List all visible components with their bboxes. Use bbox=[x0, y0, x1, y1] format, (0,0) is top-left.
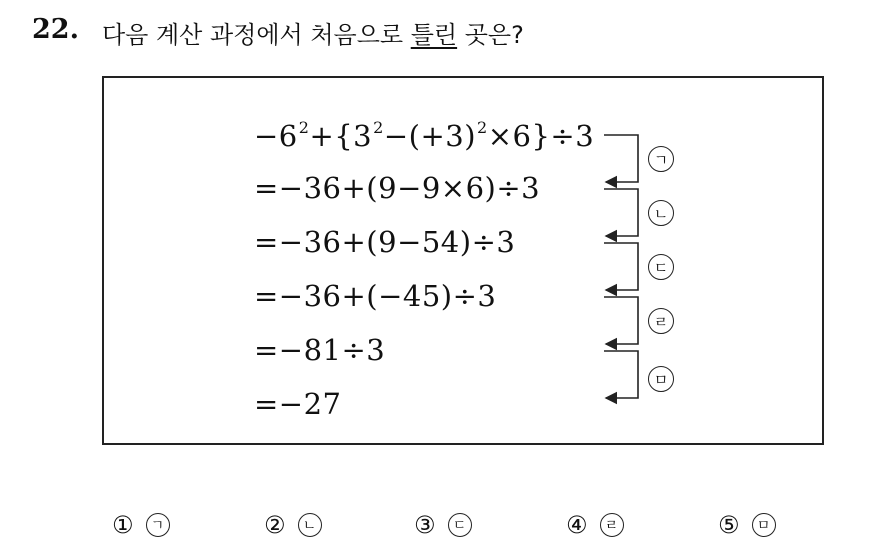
expr-part: +{3 bbox=[309, 119, 373, 153]
choice-3[interactable] bbox=[414, 511, 472, 539]
expr-part: ×6}÷3 bbox=[487, 119, 595, 153]
arrow-step-4 bbox=[604, 297, 638, 344]
choice-label: ㄹ bbox=[600, 513, 624, 537]
arrow-step-5 bbox=[604, 351, 638, 398]
work-line-6: =−27 bbox=[254, 387, 342, 421]
work-line-2: =−36+(9−9×6)÷3 bbox=[254, 171, 541, 205]
choice-label: ㄷ bbox=[448, 513, 472, 537]
expr-part: −6 bbox=[254, 119, 298, 153]
arrow-step-2 bbox=[604, 189, 638, 236]
step-label-4: ㄹ bbox=[648, 308, 674, 334]
work-line-4: =−36+(−45)÷3 bbox=[254, 279, 497, 313]
choice-number: ③ bbox=[414, 511, 436, 539]
choice-5[interactable] bbox=[718, 511, 776, 539]
work-line-5: =−81÷3 bbox=[254, 333, 386, 367]
choice-label: ㅁ bbox=[752, 513, 776, 537]
choice-4[interactable] bbox=[566, 511, 624, 539]
choice-2[interactable] bbox=[264, 511, 322, 539]
arrow-step-3 bbox=[604, 243, 638, 290]
exponent: 2 bbox=[477, 118, 488, 137]
step-label-3: ㄷ bbox=[648, 254, 674, 280]
exponent: 2 bbox=[298, 118, 310, 137]
step-label-5: ㅁ bbox=[648, 366, 674, 392]
expr-part: −(+3) bbox=[383, 119, 477, 153]
question-text-before: 다음 계산 과정에서 처음으로 bbox=[102, 21, 411, 49]
choice-number: ④ bbox=[566, 511, 588, 539]
step-label-2: ㄴ bbox=[648, 200, 674, 226]
choice-number: ② bbox=[264, 511, 286, 539]
question-text-after: 곳은? bbox=[457, 21, 524, 49]
choice-label: ㄴ bbox=[298, 513, 322, 537]
work-line-3: =−36+(9−54)÷3 bbox=[254, 225, 516, 259]
choice-number: ① bbox=[112, 511, 134, 539]
choice-1[interactable] bbox=[112, 511, 170, 539]
choice-label: ㄱ bbox=[146, 513, 170, 537]
question-number: 22. bbox=[32, 14, 79, 45]
choice-number: ⑤ bbox=[718, 511, 740, 539]
step-label-1: ㄱ bbox=[648, 146, 674, 172]
arrow-step-1 bbox=[604, 135, 638, 182]
question-text-underlined: 틀린 bbox=[410, 21, 458, 49]
exponent: 2 bbox=[373, 118, 384, 137]
